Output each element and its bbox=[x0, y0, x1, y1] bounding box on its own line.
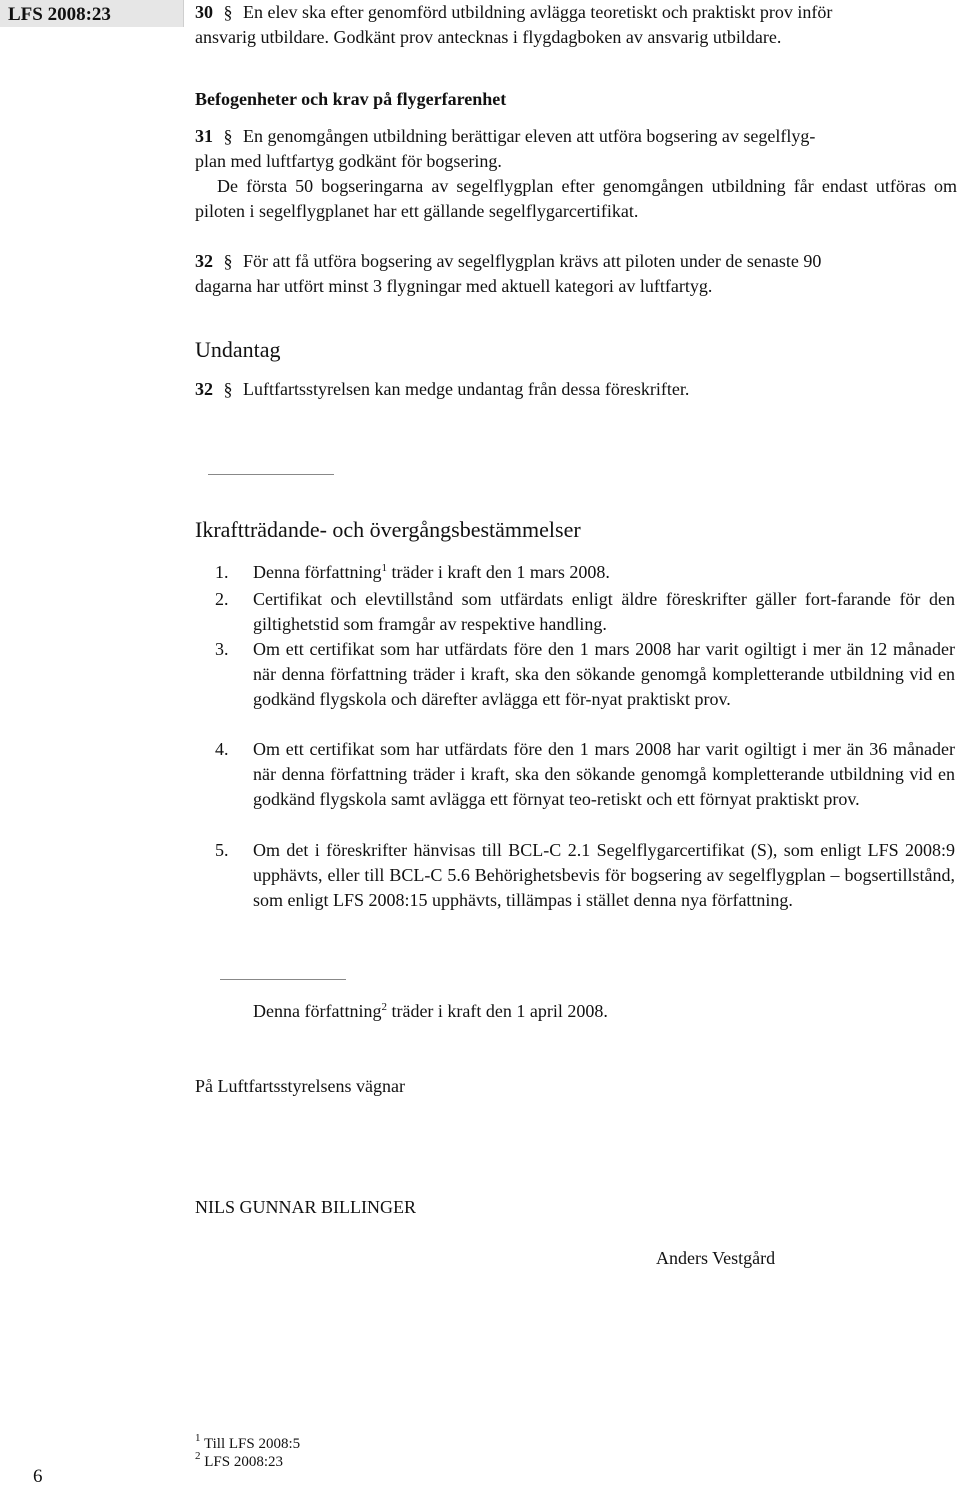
footnote-text: Till LFS 2008:5 bbox=[203, 1436, 301, 1452]
list-item-text: Om ett certifikat som har utfärdats före den 1 mars 2008 har varit ogiltigt i mer än 36 månader när denna författning träder i kraft, ska den sökande genomgå kompletterande utbildning vid en godkänd flygskola samt avlägga ett förnyat teo-retiskt och ett förnyat praktiskt prov. bbox=[253, 739, 955, 809]
list-item-text bbox=[253, 560, 955, 585]
paragraph-number: 32 bbox=[195, 379, 213, 399]
entry-into-force-pre: Denna författning bbox=[253, 1001, 382, 1021]
section-heading-authority: Befogenheter och krav på flygerfarenhet bbox=[195, 89, 507, 109]
list-item-number: 1. bbox=[215, 562, 229, 582]
list-item-number: 4. bbox=[215, 739, 229, 759]
paragraph-31 bbox=[195, 124, 957, 224]
section-sign-icon: § bbox=[223, 251, 233, 271]
paragraph-32-exception bbox=[195, 377, 957, 402]
list-item-number: 5. bbox=[215, 840, 229, 860]
footnote-ref: 2 bbox=[381, 1001, 387, 1013]
list-item-text: Certifikat och elevtillstånd som utfärdats enligt äldre föreskrifter gäller fort-farande för den giltighetstid som framgår av respektive handling. bbox=[253, 589, 955, 634]
divider bbox=[208, 474, 334, 475]
paragraph-number: 32 bbox=[195, 251, 213, 271]
paragraph-text: Luftfartsstyrelsen kan medge undantag från dessa föreskrifter. bbox=[243, 379, 690, 399]
paragraph-30 bbox=[195, 0, 957, 50]
list-item-number: 2. bbox=[215, 589, 229, 609]
paragraph-line: För att få utföra bogsering av segelflygplan krävs att piloten under de senaste 90 bbox=[243, 251, 822, 271]
paragraph-number: 31 bbox=[195, 126, 213, 146]
paragraph-line: En genomgången utbildning berättigar eleven att utföra bogsering av segelflyg- bbox=[243, 126, 816, 146]
footnote-mark: 2 bbox=[195, 1450, 201, 1462]
running-header bbox=[0, 0, 184, 27]
paragraph-line: ansvarig utbildare. Godkänt prov antecknas i flygdagboken av ansvarig utbildare. bbox=[195, 27, 782, 47]
signer-secondary: Anders Vestgård bbox=[656, 1248, 776, 1268]
list-item-text-post: träder i kraft den 1 mars 2008. bbox=[386, 562, 610, 582]
list-item-text: Om ett certifikat som har utfärdats före den 1 mars 2008 har varit ogiltigt i mer än 12 månader när denna författning träder i kraft, ska den sökande genomgå kompletterande utbildning vid en godkänd flygskola och därefter avlägga ett för-nyat praktiskt prov. bbox=[253, 639, 955, 709]
footnote bbox=[195, 1434, 300, 1454]
running-header-label: LFS 2008:23 bbox=[8, 4, 111, 25]
paragraph-number: 30 bbox=[195, 2, 213, 22]
section-sign-icon: § bbox=[223, 126, 233, 146]
paragraph-32 bbox=[195, 249, 957, 299]
entry-into-force-post: träder i kraft den 1 april 2008. bbox=[386, 1001, 608, 1021]
section-heading-exception: Undantag bbox=[195, 337, 281, 362]
list-item-number: 3. bbox=[215, 639, 229, 659]
entry-into-force bbox=[253, 999, 957, 1024]
paragraph-line: dagarna har utfört minst 3 flygningar med aktuell kategori av luftfartyg. bbox=[195, 276, 713, 296]
section-heading-transitional: Ikraftträdande- och övergångsbestämmelser bbox=[195, 517, 581, 542]
footnote-text: LFS 2008:23 bbox=[204, 1454, 284, 1470]
paragraph-line: En elev ska efter genomförd utbildning avlägga teoretiskt och praktiskt prov inför bbox=[243, 2, 833, 22]
section-sign-icon: § bbox=[223, 379, 233, 399]
page-number: 6 bbox=[33, 1466, 43, 1487]
list-item-text: Om det i föreskrifter hänvisas till BCL-C 2.1 Segelflygarcertifikat (S), som enligt LFS 2008:9 upphävts, eller till BCL-C 5.6 Behörighetsbevis för bogsering av segelflygplan – bogsertillstånd, som enligt LFS 2008:15 upphävts, tillämpas i stället denna nya författning. bbox=[253, 840, 955, 910]
footnote-mark: 1 bbox=[195, 1432, 201, 1444]
footnote-ref: 1 bbox=[381, 562, 387, 574]
footnote bbox=[195, 1452, 283, 1472]
paragraph-line: plan med luftfartyg godkänt för bogsering. bbox=[195, 151, 502, 171]
divider bbox=[220, 979, 346, 980]
paragraph-text: De första 50 bogseringarna av segelflygplan efter genomgången utbildning får endast utföras om piloten i segelflygplanet har ett gällande segelflygarcertifikat. bbox=[195, 176, 957, 221]
signer-primary: NILS GUNNAR BILLINGER bbox=[195, 1197, 416, 1217]
section-sign-icon: § bbox=[223, 2, 233, 22]
list-item-text-pre: Denna författning bbox=[253, 562, 382, 582]
signature-authority: På Luftfartsstyrelsens vägnar bbox=[195, 1076, 405, 1096]
